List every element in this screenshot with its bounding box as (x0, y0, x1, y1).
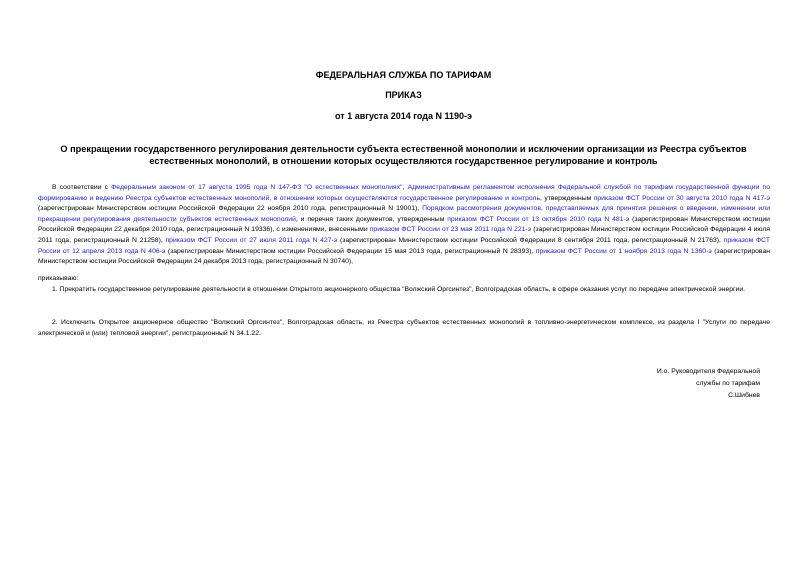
link-order-1360[interactable]: приказом ФСТ России от 1 ноября 2013 года N 1360-э (535, 247, 712, 255)
order-item-2: 2. Исключить Открытое акционерное общество "Волжский Оргсинтез", Волгоградская область, из Реестра субъектов естественных монополий в топливно-энергетическом комплексе, из раздела I "Услуги по передаче электрической и (или) тепловой энергии", регистрационный N 34.1.22. (38, 319, 770, 337)
agency-name: ФЕДЕРАЛЬНАЯ СЛУЖБА ПО ТАРИФАМ (315, 70, 492, 80)
preamble-text: , и перечня таких документов, утвержденным (295, 215, 448, 223)
preamble-text: (зарегистрирован Министерством юстиции Российской Федерации 8 сентября 2011 года, регистрационный N 21763), (337, 236, 724, 244)
link-federal-law[interactable]: Федеральным законом от 17 августа 1995 года N 147-ФЗ "О естественных монополиях" (111, 184, 403, 191)
link-order-427[interactable]: приказом ФСТ России от 27 июля 2011 года N 427-э (165, 236, 338, 244)
preamble-text: (зарегистрирован Министерством юстиции Российской Федерации 22 ноября 2010 года, регистрационный N 19001), (38, 205, 423, 213)
preamble-text: (зарегистрирован Министерством юстиции Российской Федерации 24 декабря 2013 года, регистрационный N 30740), (38, 247, 770, 266)
preamble-text: (зарегистрирован Министерством юстиции Российской Федерации 4 июля 2011 года, регистрационный N 21258), (38, 226, 770, 244)
link-admin-regulation[interactable]: Административным регламентом исполнения Федеральной службой по тарифам государственной функции по формированию и ведению Реестра субъектов естественных монополий, в отношении которых осуществляются государственное регулирование и контроль (38, 184, 770, 202)
link-order-221[interactable]: приказом ФСТ России от 23 мая 2011 года N 221-э (369, 226, 532, 234)
preamble-text: (зарегистрирован Министерством юстиции Российской Федерации 22 декабря 2010 года, регистрационный N 19336), с изменениями, внесенными (38, 215, 770, 234)
link-order-406[interactable]: приказом ФСТ России от 12 апреля 2013 года N 406-э (38, 236, 771, 255)
preamble-text: , утвержденным (540, 194, 594, 202)
document-type: ПРИКАЗ (385, 90, 422, 100)
order-item-1: 1. Прекратить государственное регулирование деятельности в отношении Открытого акционерного общества "Волжский Оргсинтез", Волгоградская область, в сфере оказания услуг по передаче электрической энергии. (52, 286, 746, 293)
order-word: приказываю: (38, 275, 79, 282)
preamble-paragraph (38, 183, 770, 268)
signature-name: С.Шибнев (728, 392, 760, 399)
signature-position-line2: службы по тарифам (696, 380, 760, 387)
link-order-417[interactable]: приказом ФСТ России от 30 августа 2010 года N 417-э (593, 194, 771, 202)
document-title: О прекращении государственного регулирования деятельности субъекта естественной монополии и исключении организации из Реестра субъектов естественных монополий, в отношении которых осуществляются государственное регулирование и контроль (60, 144, 747, 166)
preamble-text: В соответствии с (52, 184, 112, 191)
link-order-481[interactable]: приказом ФСТ России от 13 октября 2010 года N 481-э (447, 215, 630, 223)
preamble-text: (зарегистрирован Министерством юстиции Российской Федерации 15 мая 2013 года, регистрационный N 28393), (165, 247, 536, 255)
preamble-text: , (402, 184, 408, 191)
document-date-number: от 1 августа 2014 года N 1190-э (335, 111, 472, 121)
link-procedure[interactable]: Порядком рассмотрения документов, представляемых для принятия решения о введении, изменении или прекращении регулирования деятельности субъектов естественных монополий (38, 205, 770, 223)
signature-position-line1: И.о. Руководителя Федеральной (656, 368, 760, 375)
